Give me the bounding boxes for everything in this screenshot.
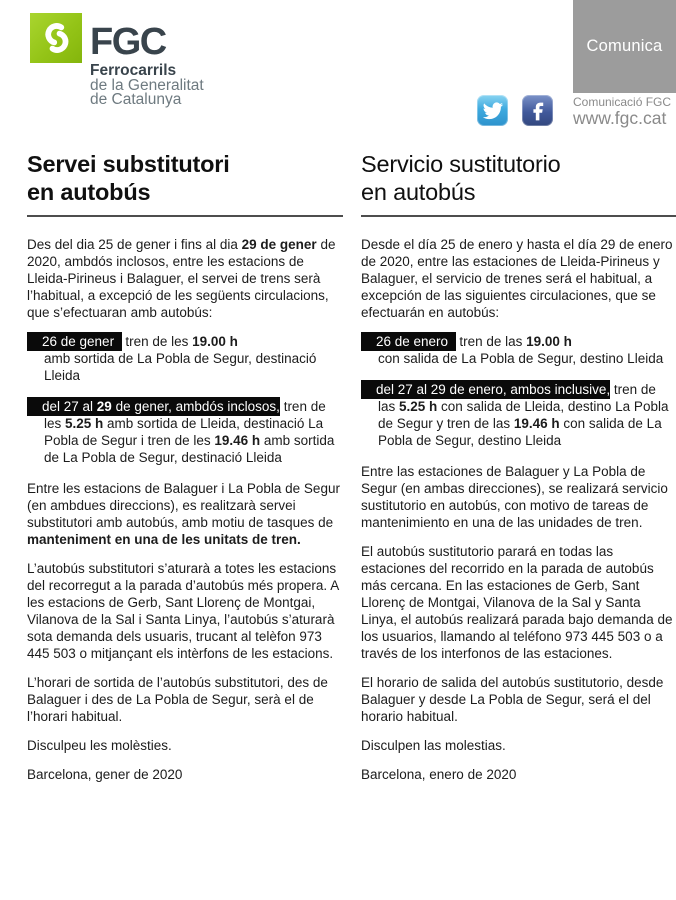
title-rule	[361, 215, 676, 217]
highlight-block	[27, 398, 343, 466]
title-rule	[27, 215, 343, 217]
paragraph	[361, 766, 676, 783]
title-line: en autobús	[361, 179, 476, 205]
text-run: Barcelona, enero de 2020	[361, 767, 517, 782]
text-run: 5.25 h	[399, 399, 438, 414]
fgc-logo	[30, 13, 82, 63]
brand-name: FGC	[90, 21, 166, 63]
text-run: L’autobús substitutori s’aturarà a totes les estacions del recorregut a la parada d’autobús més propera. A les estacions de Gerb, Sant Llorenç de Montgai, Vilanova de la Sal i Santa Linya, l’autobús s’aturarà sota demanda dels usuaris, trucant al telèfon 973 445 503 o mitjançant els intèrfons de les estacions.	[27, 561, 339, 661]
title-line: Servei substitutori	[27, 151, 230, 177]
text-run: con salida de Lleida, destino La Pobla de Segur y tren de las	[378, 399, 669, 431]
paragraph	[27, 560, 343, 662]
text-run: 5.25 h	[65, 416, 104, 431]
paragraph	[361, 236, 676, 321]
text-run: tren de les	[121, 334, 193, 349]
text-run: Desde el día 25 de enero y hasta el día 29 de enero de 2020, entre las estaciones de Lleida-Pirineus y Balaguer, el servicio de trenes será el habitual, a excepción de las siguientes circulaciones, que se efectuarán en autobús:	[361, 237, 673, 320]
facebook-button[interactable]	[522, 95, 553, 126]
notice-body	[0, 150, 676, 795]
paragraphs-ca	[27, 236, 343, 783]
logo-subtitle-bold: Ferrocarrils	[90, 62, 177, 79]
fgc-chain-icon	[33, 15, 79, 61]
paragraph	[27, 480, 343, 548]
highlight-text: del 27 al	[27, 399, 97, 414]
text-run: Barcelona, gener de 2020	[27, 767, 183, 782]
text-run: Disculpen las molestias.	[361, 738, 506, 753]
text-run: amb sortida de La Pobla de Segur, destinació Lleida	[44, 433, 335, 465]
text-run: tren de les	[44, 399, 326, 431]
text-run: 19.46 h	[214, 433, 261, 448]
header	[0, 0, 676, 150]
text-run: El autobús sustitutorio parará en todas las estaciones del recorrido en la parada de autobús más cercana. En las estaciones de Gerb, Sant Llorenç de Montgai, Vilanova de la Sal y Santa Linya, el autobús realizará parada bajo demanda de los usuarios, llamando al teléfono 973 445 503 o a través de los interfonos de las estaciones.	[361, 544, 673, 661]
highlight-text: 29	[96, 399, 112, 414]
paragraph	[27, 766, 343, 783]
twitter-button[interactable]	[477, 95, 508, 126]
title-line: Servicio sustitutorio	[361, 151, 561, 177]
highlight-block	[361, 333, 676, 367]
text-run: manteniment en una de les unitats de tren.	[27, 532, 301, 547]
logo-text	[90, 21, 204, 108]
highlight-block	[27, 333, 343, 384]
logo-subtitle-line2: de Catalunya	[90, 91, 182, 108]
highlight-text: 26 de gener	[27, 334, 122, 349]
column-spanish	[361, 150, 676, 795]
text-run: Entre les estacions de Balaguer i La Pobla de Segur (en ambdues direccions), es realitzarà servei substitutori amb autobús, amb motiu de tasques de	[27, 481, 340, 530]
highlight-block	[361, 381, 676, 449]
logo-subtitle-line1: de la Generalitat	[90, 76, 204, 94]
twitter-bird-icon	[482, 100, 504, 122]
contact-block	[573, 96, 671, 128]
text-run: tren de las	[378, 382, 656, 414]
text-run: tren de las	[455, 334, 527, 349]
paragraph	[27, 674, 343, 725]
highlight-text: del 27 al 29 de enero, ambos inclusive,	[361, 382, 611, 397]
paragraph	[361, 463, 676, 531]
text-run: 19.46 h	[513, 416, 560, 431]
highlight-text: de gener, ambdós inclosos,	[111, 399, 280, 414]
title-line: en autobús	[27, 179, 151, 205]
comunica-label: Comunica	[586, 37, 663, 55]
paragraph	[27, 236, 343, 321]
page-title-es	[361, 150, 676, 206]
website-link[interactable]: www.fgc.cat	[573, 108, 667, 128]
facebook-f-icon	[527, 100, 549, 122]
paragraphs-es	[361, 236, 676, 783]
text-run: 19.00 h	[192, 334, 238, 349]
text-run: 19.00 h	[526, 334, 572, 349]
paragraph	[361, 543, 676, 662]
text-run: con salida de La Pobla de Segur, destino Lleida	[378, 351, 664, 366]
text-run: de 2020, ambdós inclosos, entre les estacions de Lleida-Pirineus i Balaguer, el servei de trens serà l’habitual, a excepció de les següents circulacions, que s’efectuaran amb autobús:	[27, 237, 336, 320]
social-buttons	[477, 95, 553, 126]
text-run: Disculpeu les molèsties.	[27, 738, 172, 753]
text-run: con salida de La Pobla de Segur, destino Lleida	[378, 416, 662, 448]
highlight-text: 26 de enero	[361, 334, 456, 349]
channel-name: Comunicació FGC	[573, 95, 672, 109]
paragraph	[361, 737, 676, 754]
paragraph	[361, 674, 676, 725]
page-title-ca	[27, 150, 343, 206]
text-run: amb sortida de Lleida, destinació La Pobla de Segur i tren de les	[44, 416, 324, 448]
text-run: amb sortida de La Pobla de Segur, destinació Lleida	[44, 351, 317, 383]
column-catalan	[27, 150, 343, 795]
text-run: El horario de salida del autobús sustitutorio, desde Balaguer y desde La Pobla de Segur, será el del horario habitual.	[361, 675, 664, 724]
text-run: Des del dia 25 de gener i fins al dia	[27, 237, 242, 252]
text-run: L’horari de sortida de l’autobús substitutori, des de Balaguer i des de La Pobla de Segur, serà el de l’horari habitual.	[27, 675, 328, 724]
text-run: 29 de gener	[241, 237, 317, 252]
comunica-box	[573, 0, 676, 93]
text-run: Entre las estaciones de Balaguer y La Pobla de Segur (en ambas direcciones), se realizará servicio sustitutorio en autobús, con motivo de tareas de mantenimiento en una de las unidades de tren.	[361, 464, 668, 530]
paragraph	[27, 737, 343, 754]
